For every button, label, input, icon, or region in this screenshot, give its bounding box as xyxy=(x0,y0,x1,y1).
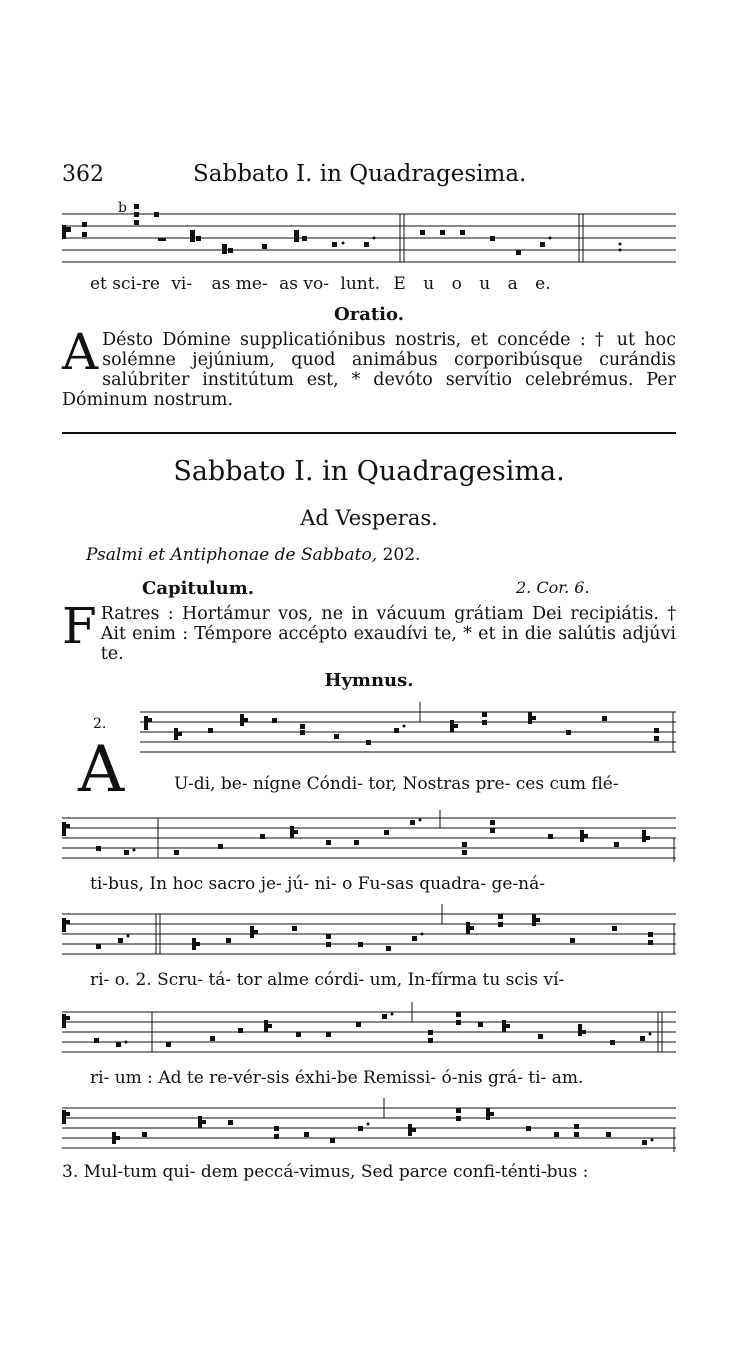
hymn-initial: A xyxy=(78,733,125,807)
oratio-paragraph xyxy=(62,323,676,410)
hymn-staff-4 xyxy=(62,1000,676,1060)
page-number: 362 xyxy=(62,162,104,187)
chant-lyrics: et sci-re vi- as me- as vo- lunt. E u o u a e. xyxy=(90,274,551,294)
psalmi-note: Psalmi et Antiphonae de Sabbato, 202. xyxy=(86,545,421,565)
hymn-lyrics-3: ri- o. 2. Scru- tá- tor alme córdi- um, In-fírma tu scis ví- xyxy=(90,970,565,990)
section-divider xyxy=(62,432,676,434)
hymn-lyrics-2: ti-bus, In hoc sacro je- jú- ni- o Fu-sas quadra- ge-ná- xyxy=(90,874,545,894)
capitulum-text: Ratres : Hortámur vos, ne in vácuum grátiam Dei recipiátis. † Ait enim : Témpore accépto exaudívi te, * et in die salútis adjúvi te. xyxy=(100,604,676,664)
mode-number: 2. xyxy=(93,716,107,732)
hymn-staff-2 xyxy=(62,806,676,866)
hymn-staff-1 xyxy=(140,700,676,760)
oratio-text: Désto Dómine supplicatiónibus nostris, et concéde : † ut hoc solémne jejúnium, quod animábus corporibúsque curándis salúbriter institútum est, * devóto servítio celebrémus. Per Dóminum nostrum. xyxy=(62,330,676,410)
svg-text:b: b xyxy=(118,200,127,216)
drop-cap: A xyxy=(62,323,99,381)
capitulum-paragraph xyxy=(62,597,676,664)
running-title: Sabbato I. in Quadragesima. xyxy=(193,161,527,187)
capitulum-heading: Capitulum. xyxy=(142,578,255,599)
hymnus-heading: Hymnus. xyxy=(324,670,414,691)
capitulum-reference: 2. Cor. 6. xyxy=(516,578,590,597)
hymn-lyrics-1: U-di, be- nígne Cóndi- tor, Nostras pre- ces cum flé- xyxy=(174,774,619,794)
section-subtitle: Ad Vesperas. xyxy=(300,506,438,530)
oratio-heading: Oratio. xyxy=(334,304,404,325)
drop-cap: F xyxy=(62,597,97,655)
section-title: Sabbato I. in Quadragesima. xyxy=(173,456,565,487)
chant-staff xyxy=(62,200,676,270)
hymn-lyrics-5: 3. Mul-tum qui- dem peccá-vimus, Sed parce confi-ténti-bus : xyxy=(62,1162,589,1182)
hymn-staff-3 xyxy=(62,902,676,962)
hymn-staff-5 xyxy=(62,1096,676,1156)
hymn-lyrics-4: ri- um : Ad te re-vér-sis éxhi-be Remissi- ó-nis grá- ti- am. xyxy=(90,1068,584,1088)
